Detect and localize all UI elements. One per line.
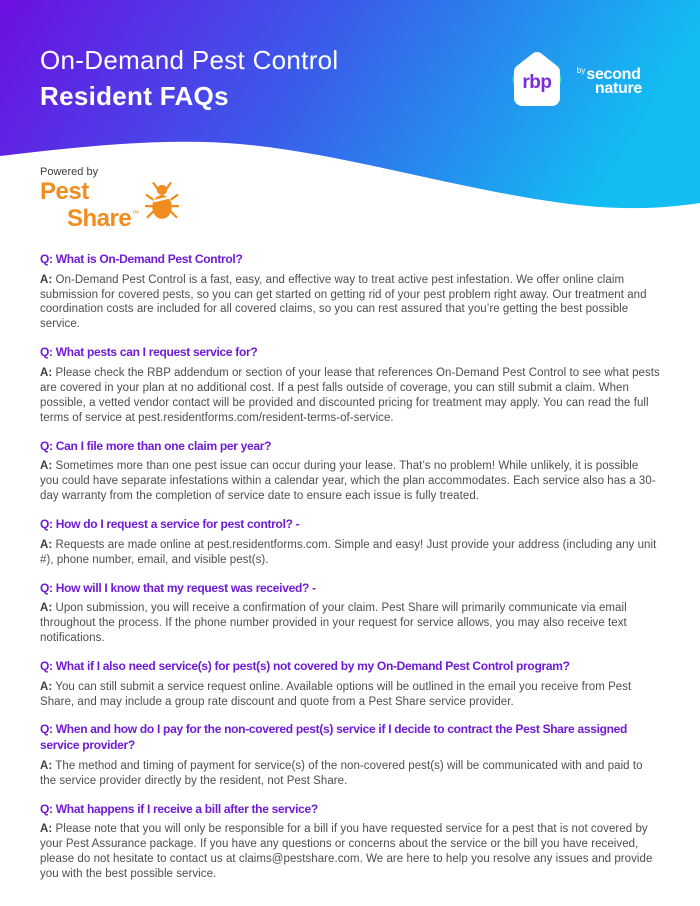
faq-answer <box>40 601 660 646</box>
answer-text: You can still submit a service request online. Available options will be outlined in the email you receive from Pest Share, and may include a group rate discount and quote from a Pest Share service provider. <box>40 680 632 708</box>
faq-answer <box>40 459 660 504</box>
faq-question <box>40 439 660 455</box>
second-nature-line1: second <box>586 66 641 83</box>
answer-prefix: A: <box>40 759 53 772</box>
faq-item <box>40 659 660 709</box>
question-prefix: Q: <box>40 252 53 266</box>
faq-question <box>40 581 660 597</box>
answer-prefix: A: <box>40 538 53 551</box>
question-text: What pests can I request service for? <box>55 345 258 360</box>
faq-answer <box>40 273 660 333</box>
answer-text: On-Demand Pest Control is a fast, easy, and effective way to treat active pest infestation. We offer online claim submission for covered pests, so you can get started on getting rid of your pest problem right away. Our treatment and coordination costs are included for all covered claims, so you can rest assured that you’re getting the best possible service. <box>40 273 647 331</box>
question-text: How do I request a service for pest control? - <box>55 517 300 532</box>
trademark-symbol: ™ <box>131 209 139 218</box>
answer-text: Sometimes more than one pest issue can occur during your lease. That’s no problem! While unlikely, it is possible you could have separate infestations within a calendar year, which the plan accommodates. Each service also has a 30-day warranty from the completion of service date to ensure each issue is fully treated. <box>40 460 656 503</box>
hero-titles <box>40 42 339 114</box>
answer-text: Requests are made online at pest.residentforms.com. Simple and easy! Just provide your address (including any unit #), phone number, email, and visible pest(s). <box>40 538 657 566</box>
faq-answer <box>40 759 660 789</box>
page-subtitle: Resident FAQs <box>40 81 229 111</box>
faq-item <box>40 252 660 332</box>
by-label: by <box>576 66 586 75</box>
hero-header <box>0 0 700 230</box>
answer-text: Please note that you will only be responsible for a bill if you have requested service for a pest that is not covered by your Pest Assurance package. If you have any questions or concerns about the service or the bill you have received, please do not hesitate to contact us at claims@pestshare.com. We are here to help you resolve any issues and provide you with the best possible service. <box>40 823 653 880</box>
question-prefix: Q: <box>40 345 53 360</box>
second-nature-wordmark <box>577 62 642 96</box>
answer-prefix: A: <box>40 602 53 615</box>
question-prefix: Q: <box>40 517 53 532</box>
powered-by-pest-share-logo <box>40 166 179 230</box>
faq-item <box>40 581 660 646</box>
faq-item <box>40 722 660 788</box>
powered-by-label: Powered by <box>40 166 99 178</box>
question-text: What if I also need service(s) for pest(s) not covered by my On-Demand Pest Control program? <box>55 658 570 673</box>
faq-answer <box>40 538 660 568</box>
faq-answer <box>40 822 660 882</box>
answer-prefix: A: <box>40 680 53 693</box>
faq-question <box>40 252 660 268</box>
question-text: How will I know that my request was received? - <box>55 580 316 595</box>
faq-answer <box>40 680 660 710</box>
faq-question <box>40 802 660 818</box>
page-title: On-Demand Pest Control <box>40 45 339 75</box>
question-prefix: Q: <box>40 438 53 453</box>
question-text: Can I file more than one claim per year? <box>55 438 272 453</box>
faq-item <box>40 802 660 882</box>
question-text: When and how do I pay for the non-covered pest(s) service if I decide to contract the Pest Share assigned service provider? <box>40 722 628 753</box>
beetle-icon <box>145 179 179 223</box>
share-wordmark: Share™ <box>67 205 139 232</box>
question-prefix: Q: <box>40 658 53 673</box>
answer-text: Please check the RBP addendum or section of your lease that references On-Demand Pest Control to see what pests are covered in your plan at no additional cost. If a pest falls outside of coverage, you can still submit a claim. When possible, a vetted vendor contact will be provided and discounted pricing for treatment may apply. You can read the full terms of service at pest.residentforms.com/resident-terms-of-service. <box>40 366 660 424</box>
question-text: What is On-Demand Pest Control? <box>55 252 243 266</box>
faq-item <box>40 439 660 504</box>
answer-prefix: A: <box>40 366 53 379</box>
answer-prefix: A: <box>40 460 53 473</box>
answer-text: Upon submission, you will receive a confirmation of your claim. Pest Share will primarily communicate via email throughout the process. If the phone number provided in your request for service allows, you may also receive text notifications. <box>40 602 627 645</box>
question-prefix: Q: <box>40 722 53 737</box>
question-prefix: Q: <box>40 580 53 595</box>
faq-question <box>40 659 660 675</box>
rbp-second-nature-logo <box>506 48 642 110</box>
answer-prefix: A: <box>40 823 53 836</box>
faq-answer <box>40 366 660 426</box>
answer-prefix: A: <box>40 273 53 286</box>
question-text: What happens if I receive a bill after the service? <box>55 801 318 816</box>
rbp-logo-text: rbp <box>522 72 552 93</box>
faq-question <box>40 345 660 361</box>
second-nature-line2: nature <box>594 80 642 97</box>
question-prefix: Q: <box>40 801 53 816</box>
rbp-house-badge <box>506 48 568 110</box>
faq-list <box>0 230 700 882</box>
pest-wordmark: Pest <box>40 178 89 205</box>
answer-text: The method and timing of payment for service(s) of the non-covered pest(s) will be communicated with and paid to the service provider directly by the resident, not Pest Share. <box>40 759 643 787</box>
faq-item <box>40 517 660 567</box>
faq-question <box>40 722 660 753</box>
faq-question <box>40 517 660 533</box>
faq-item <box>40 345 660 425</box>
